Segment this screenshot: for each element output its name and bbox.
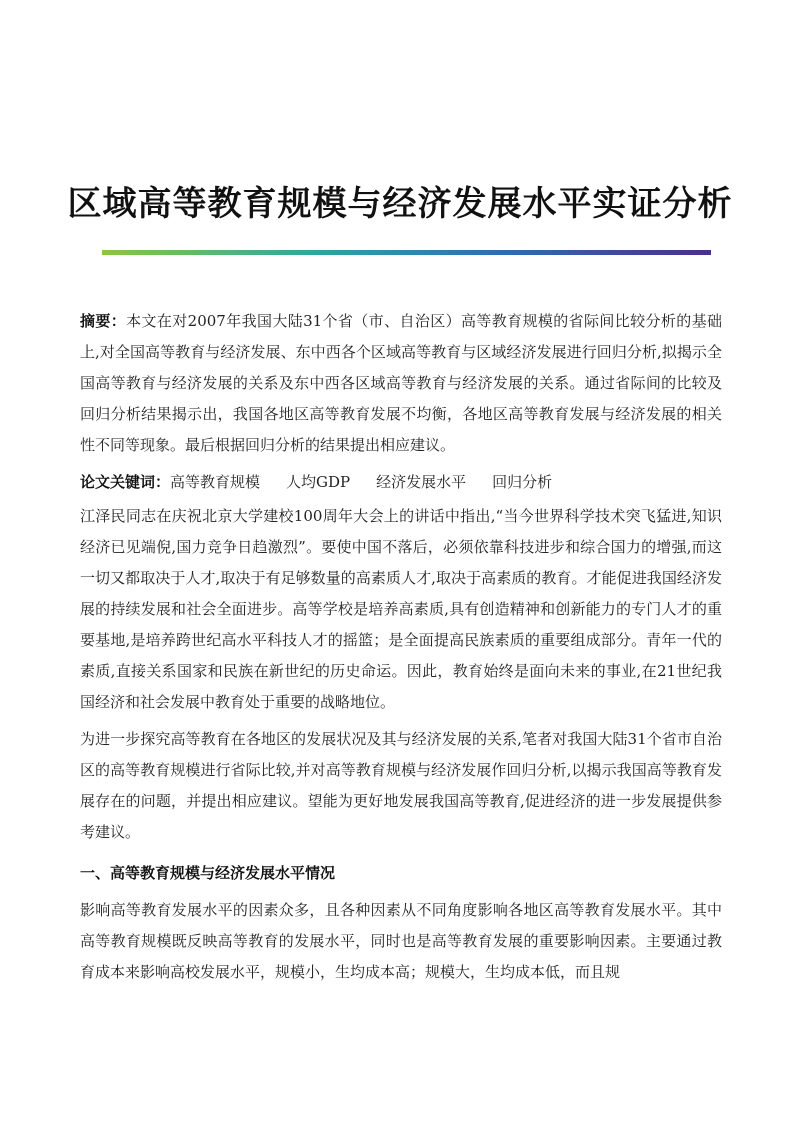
abstract-label: 摘要： [80,312,127,330]
abstract-text: 本文在对2007年我国大陆31个省（市、自治区）高等教育规模的省际间比较分析的基础上,对全国高等教育与经济发展、东中西各个区域高等教育与区域经济发展进行回归分析,拟揭示全国高等教育与经济发展的关系及东中西各区域高等教育与经济发展的关系。通过省际间的比较及回归分析结果揭示出，我国各地区高等教育发展不均衡，各地区高等教育发展与经济发展的相关性不同等现象。最后根据回归分析的结果提出相应建议。 [80,312,722,454]
body-paragraph: 江泽民同志在庆祝北京大学建校100周年大会上的讲话中指出,“当今世界科学技术突飞猛进,知识经济已见端倪,国力竞争日趋激烈”。要使中国不落后，必须依靠科技进步和综合国力的增强,而这一切又都取决于人才,取决于有足够数量的高素质人才,取决于高素质的教育。才能促进我国经济发展的持续发展和社会全面进步。高等学校是培养高素质,具有创造精神和创新能力的专门人才的重要基地,是培养跨世纪高水平科技人才的摇篮；是全面提高民族素质的重要组成部分。青年一代的素质,直接关系国家和民族在新世纪的历史命运。因此，教育始终是面向未来的事业,在21世纪我国经济和社会发展中教育处于重要的战略地位。 [80,507,722,711]
keyword-item: 经济发展水平 [376,473,467,491]
document-title: 区域高等教育规模与经济发展水平实证分析 [67,183,733,224]
keyword-item: 人均GDP [286,473,351,491]
keywords-label: 论文关键词： [80,473,171,491]
section-paragraph: 影响高等教育发展水平的因素众多，且各种因素从不同角度影响各地区高等教育发展水平。其中高等教育规模既反映高等教育的发展水平，同时也是高等教育发展的重要影响因素。主要通过教育成本来影响高校发展水平，规模小，生均成本高；规模大，生均成本低，而且规 [80,901,722,981]
abstract [80,306,722,461]
keywords [80,467,722,498]
keyword-item: 高等教育规模 [170,473,261,491]
document-body [80,306,722,988]
title-divider [102,250,711,255]
section-heading: 一、高等教育规模与经济发展水平情况 [80,864,336,882]
keyword-item: 回归分析 [492,473,553,491]
body-paragraph: 为进一步探究高等教育在各地区的发展状况及其与经济发展的关系,笔者对我国大陆31个省市自治区的高等教育规模进行省际比较,并对高等教育规模与经济发展作回归分析,以揭示我国高等教育发展存在的问题，并提出相应建议。望能为更好地发展我国高等教育,促进经济的进一步发展提供参考建议。 [80,730,722,841]
